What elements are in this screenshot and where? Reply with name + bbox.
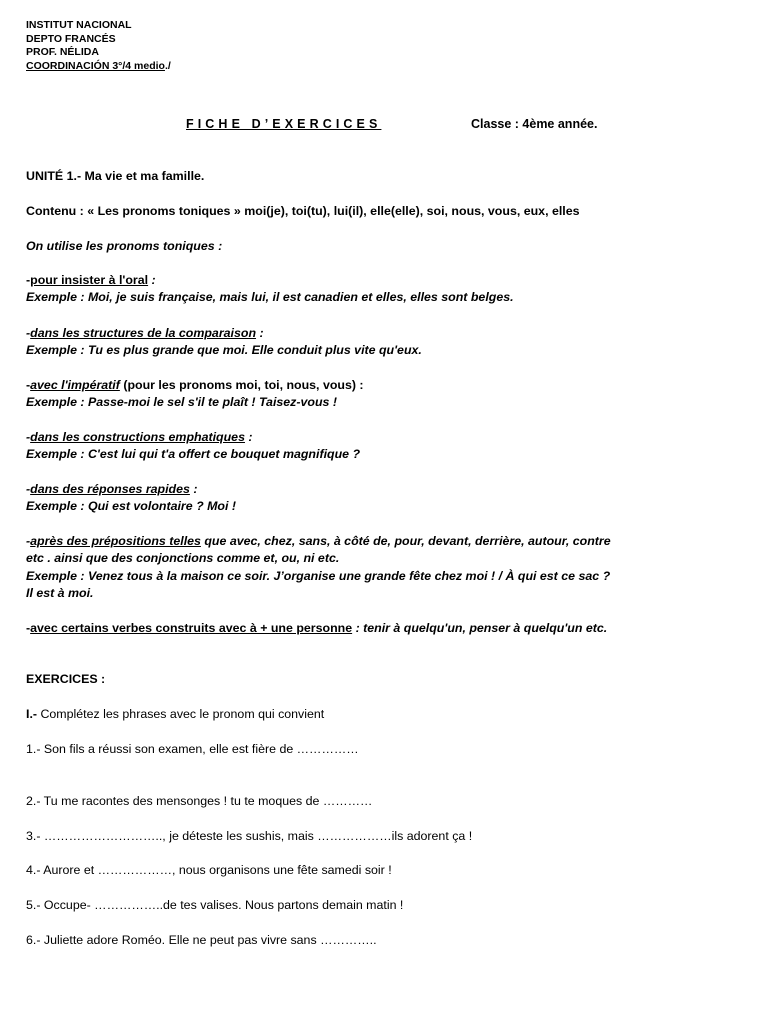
exercise-item: 4.- Aurore et ………………, nous organisons une fête samedi soir !: [26, 863, 392, 877]
exercise-item: 6.- Juliette adore Roméo. Elle ne peut pas vivre sans …………..: [26, 933, 377, 947]
unit-heading: UNITÉ 1.- Ma vie et ma famille.: [26, 169, 205, 183]
prepositions-continued: etc . ainsi que des conjonctions comme et, ou, ni etc.: [26, 551, 340, 565]
use-rule-comparison: -dans les structures de la comparaison :: [26, 326, 264, 340]
use-rule-emphatic: -dans les constructions emphatiques :: [26, 430, 253, 444]
exercise-item: 3.- ……………………….., je déteste les sushis, mais ………………ils adorent ça !: [26, 829, 473, 843]
use-rule-oral: -pour insister à l'oral :: [26, 273, 156, 287]
exercise-instruction: I.- Complétez les phrases avec le pronom qui convient: [26, 707, 325, 721]
intro-line: On utilise les pronoms toniques :: [26, 239, 223, 253]
exercise-item: 1.- Son fils a réussi son examen, elle est fière de ……………: [26, 742, 359, 756]
example-imperative: Exemple : Passe-moi le sel s'il te plaît ! Taisez-vous !: [26, 395, 337, 409]
department-name: DEPTO FRANCÉS: [26, 32, 116, 45]
content-line: Contenu : « Les pronoms toniques » moi(je), toi(tu), lui(il), elle(elle), soi, nous, vous, eux, elles: [26, 204, 580, 218]
example-quick-answers: Exemple : Qui est volontaire ? Moi !: [26, 499, 236, 513]
teacher-name: PROF. NÉLIDA: [26, 46, 99, 58]
coordination-text: COORDINACIÓN 3°/4 medio: [26, 59, 165, 72]
use-rule-quick-answers: -dans des réponses rapides :: [26, 482, 198, 496]
school-header: [26, 19, 171, 73]
use-rule-prepositions: -après des prépositions telles que avec, chez, sans, à côté de, pour, devant, derrière, autour, contre: [26, 534, 611, 548]
institution-name: INSTITUT NACIONAL: [26, 19, 132, 31]
example-prepositions: Exemple : Venez tous à la maison ce soir. J’organise une grande fête chez moi ! / À qui est ce sac ?: [26, 569, 611, 583]
title-row: [0, 117, 768, 133]
page-title: FICHE D’EXERCICES: [186, 117, 382, 131]
use-rule-verbs: -avec certains verbes construits avec à + une personne : tenir à quelqu'un, penser à quelqu'un etc.: [26, 621, 608, 635]
exercise-item: 2.- Tu me racontes des mensonges ! tu te moques de …………: [26, 794, 373, 808]
coordination-line: COORDINACIÓN 3°/4 medio./: [26, 59, 171, 72]
use-rule-imperative: -avec l'impératif (pour les pronoms moi, toi, nous, vous) :: [26, 378, 364, 392]
example-oral: Exemple : Moi, je suis française, mais lui, il est canadien et elles, elles sont belges.: [26, 290, 514, 304]
class-label: Classe : 4ème année.: [471, 117, 598, 131]
exercises-heading: EXERCICES :: [26, 672, 106, 686]
example-prepositions-2: Il est à moi.: [26, 586, 94, 600]
example-emphatic: Exemple : C'est lui qui t'a offert ce bouquet magnifique ?: [26, 447, 361, 461]
example-comparison: Exemple : Tu es plus grande que moi. Elle conduit plus vite qu'eux.: [26, 343, 422, 357]
exercise-item: 5.- Occupe- ……………..de tes valises. Nous partons demain matin !: [26, 898, 404, 912]
